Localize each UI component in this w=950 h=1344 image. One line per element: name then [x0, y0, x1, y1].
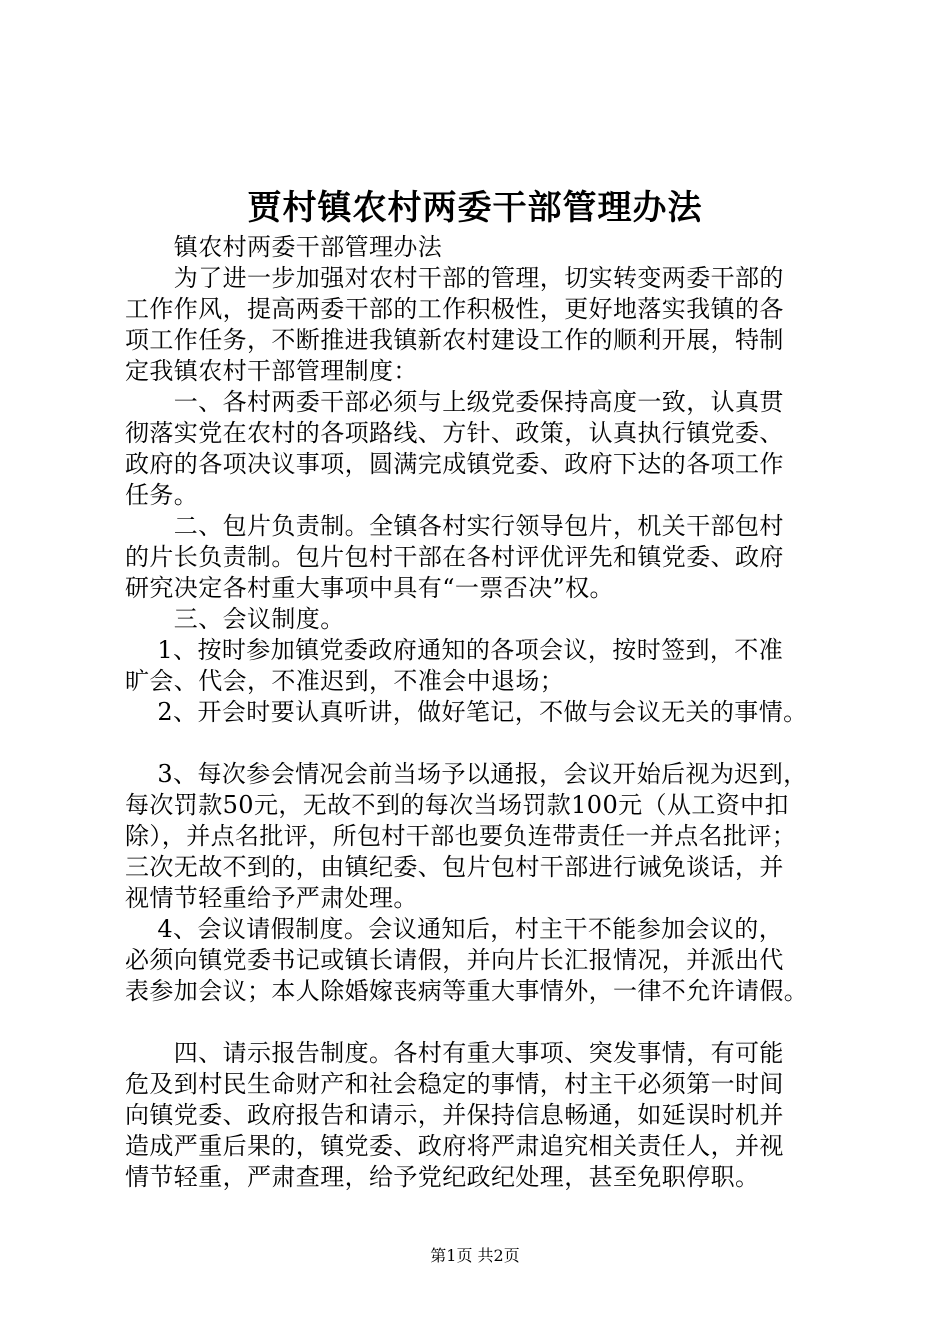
body-text-line: 任务。 [125, 481, 199, 509]
body-text-line: 4、会议请假制度。会议通知后，村主干不能参加会议的， [125, 915, 784, 943]
body-text-line: 四、请示报告制度。各村有重大事项、突发事情，有可能 [125, 1039, 784, 1067]
blank-line [125, 728, 860, 759]
body-text-line: 一、各村两委干部必须与上级党委保持高度一致，认真贯 [125, 388, 784, 416]
body-text-line: 二、包片负责制。全镇各村实行领导包片，机关干部包村 [125, 512, 784, 540]
body-text-line: 定我镇农村干部管理制度： [125, 357, 418, 385]
document-body [125, 232, 860, 1193]
body-text-line: 旷会、代会，不准迟到，不准会中退场； [125, 667, 565, 695]
body-text-line: 镇农村两委干部管理办法 [125, 233, 443, 261]
body-text-line: 每次罚款50元，无故不到的每次当场罚款100元（从工资中扣 [125, 791, 789, 819]
page-footer: 第1页 共2页 [430, 1246, 520, 1265]
body-text-line: 的片长负责制。包片包村干部在各村评优评先和镇党委、政府 [125, 543, 784, 571]
body-text-line: 造成严重后果的，镇党委、政府将严肃追究相关责任人，并视 [125, 1132, 784, 1160]
body-text-line: 为了进一步加强对农村干部的管理，切实转变两委干部的 [125, 264, 784, 292]
body-text-line: 工作作风，提高两委干部的工作积极性，更好地落实我镇的各 [125, 295, 784, 323]
body-text-line: 表参加会议；本人除婚嫁丧病等重大事情外，一律不允许请假。 [125, 977, 809, 1005]
body-text-line: 1、按时参加镇党委政府通知的各项会议，按时签到，不准 [125, 636, 784, 664]
body-text-line: 2、开会时要认真听讲，做好笔记，不做与会议无关的事情。 [125, 698, 808, 726]
body-text-line: 情节轻重，严肃查理，给予党纪政纪处理，甚至免职停职。 [125, 1163, 760, 1191]
body-text-line: 向镇党委、政府报告和请示，并保持信息畅通，如延误时机并 [125, 1101, 784, 1129]
body-text-line: 三次无故不到的，由镇纪委、包片包村干部进行诫免谈话，并 [125, 853, 784, 881]
body-text-line: 除），并点名批评，所包村干部也要负连带责任一并点名批评； [125, 822, 797, 850]
body-text-line: 研究决定各村重大事项中具有“一票否决”权。 [125, 574, 614, 602]
blank-line [125, 1007, 860, 1038]
body-text-line: 视情节轻重给予严肃处理。 [125, 884, 418, 912]
document-title: 贾村镇农村两委干部管理办法 [247, 188, 703, 228]
body-text-line: 彻落实党在农村的各项路线、方针、政策，认真执行镇党委、 [125, 419, 784, 447]
body-text-line: 项工作任务，不断推进我镇新农村建设工作的顺利开展，特制 [125, 326, 784, 354]
body-text-line: 3、每次参会情况会前当场予以通报，会议开始后视为迟到， [125, 760, 808, 788]
body-text-line: 危及到村民生命财产和社会稳定的事情，村主干必须第一时间 [125, 1070, 784, 1098]
body-text-line: 必须向镇党委书记或镇长请假，并向片长汇报情况，并派出代 [125, 946, 784, 974]
body-text-line: 政府的各项决议事项，圆满完成镇党委、政府下达的各项工作 [125, 450, 784, 478]
body-text-line: 三、会议制度。 [125, 605, 345, 633]
